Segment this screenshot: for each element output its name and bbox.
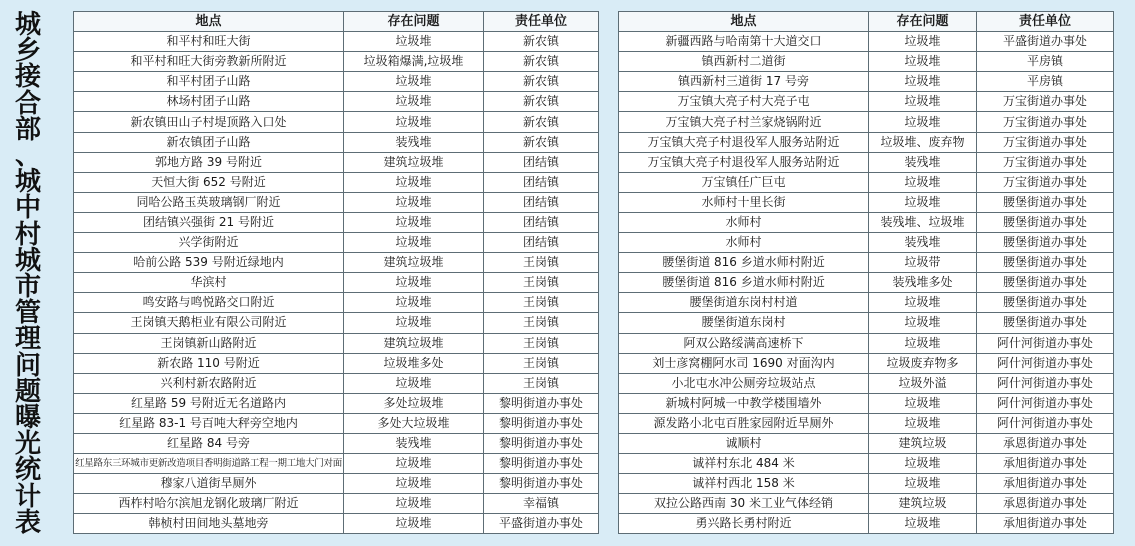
cell-responsible-unit: 万宝街道办事处 (977, 92, 1114, 112)
cell-problem: 建筑垃圾堆 (344, 253, 484, 273)
cell-responsible-unit: 万宝街道办事处 (977, 112, 1114, 132)
cell-responsible-unit: 团结镇 (484, 212, 599, 232)
cell-location: 万宝镇大亮子村大亮子屯 (619, 92, 869, 112)
cell-problem: 垃圾堆 (344, 293, 484, 313)
cell-location: 刘士彦窝棚阿水司 1690 对面沟内 (619, 353, 869, 373)
cell-problem: 垃圾堆 (869, 172, 977, 192)
cell-location: 同哈公路玉英玻璃钢厂附近 (74, 192, 344, 212)
cell-responsible-unit: 平盛街道办事处 (484, 514, 599, 534)
cell-location: 源发路小北屯百胜家园附近旱厕外 (619, 413, 869, 433)
cell-responsible-unit: 腰堡街道办事处 (977, 293, 1114, 313)
cell-location: 和平村团子山路 (74, 72, 344, 92)
cell-problem: 垃圾废弃物多 (869, 353, 977, 373)
table-row (619, 172, 1114, 192)
cell-responsible-unit: 团结镇 (484, 192, 599, 212)
cell-location: 诚祥村东北 484 米 (619, 454, 869, 474)
cell-problem: 垃圾箱爆满,垃圾堆 (344, 52, 484, 72)
table-row (74, 433, 599, 453)
cell-problem: 垃圾堆 (869, 393, 977, 413)
title-char: 理 (14, 324, 41, 355)
title-char: 曝 (14, 403, 41, 434)
cell-location: 和平村和旺大街旁教新所附近 (74, 52, 344, 72)
title-char: 合 (14, 88, 41, 119)
cell-responsible-unit: 新农镇 (484, 112, 599, 132)
table-row (619, 353, 1114, 373)
cell-responsible-unit: 团结镇 (484, 172, 599, 192)
cell-responsible-unit: 承旭街道办事处 (977, 474, 1114, 494)
cell-location: 郭地方路 39 号附近 (74, 152, 344, 172)
table-row (619, 32, 1114, 52)
cell-responsible-unit: 王岗镇 (484, 333, 599, 353)
cell-problem: 装残堆 (869, 152, 977, 172)
cell-location: 和平村和旺大街 (74, 32, 344, 52)
table-row (74, 514, 599, 534)
cell-location: 万宝镇大亮子村退役军人服务站附近 (619, 152, 869, 172)
cell-location: 鸣安路与鸣悦路交口附近 (74, 293, 344, 313)
cell-responsible-unit: 新农镇 (484, 92, 599, 112)
cell-problem: 建筑垃圾堆 (344, 152, 484, 172)
table-row (619, 233, 1114, 253)
table-row (619, 112, 1114, 132)
cell-responsible-unit: 王岗镇 (484, 273, 599, 293)
cell-problem: 装残堆多处 (869, 273, 977, 293)
cell-problem: 垃圾堆 (344, 233, 484, 253)
table-row (619, 313, 1114, 333)
cell-problem: 装残堆 (869, 233, 977, 253)
cell-location: 西柞村哈尔滨旭龙钢化玻璃厂附近 (74, 494, 344, 514)
cell-problem: 垃圾堆 (344, 373, 484, 393)
table-row (619, 92, 1114, 112)
cell-responsible-unit: 阿什河街道办事处 (977, 333, 1114, 353)
cell-responsible-unit: 新农镇 (484, 72, 599, 92)
cell-problem: 装残堆、垃圾堆 (869, 212, 977, 232)
cell-location: 新农镇田山子村堤顶路入口处 (74, 112, 344, 132)
header-responsible-unit: 责任单位 (977, 12, 1114, 32)
cell-problem: 垃圾堆 (869, 92, 977, 112)
cell-responsible-unit: 王岗镇 (484, 253, 599, 273)
cell-location: 镇西新村三道街 17 号旁 (619, 72, 869, 92)
cell-responsible-unit: 阿什河街道办事处 (977, 373, 1114, 393)
table-row (74, 474, 599, 494)
cell-responsible-unit: 承恩街道办事处 (977, 433, 1114, 453)
cell-problem: 垃圾堆 (344, 172, 484, 192)
cell-location: 哈前公路 539 号附近绿地内 (74, 253, 344, 273)
table-row (619, 192, 1114, 212)
header-problem: 存在问题 (869, 12, 977, 32)
cell-problem: 垃圾堆 (344, 112, 484, 132)
cell-problem: 垃圾堆 (869, 293, 977, 313)
cell-responsible-unit: 承恩街道办事处 (977, 494, 1114, 514)
cell-responsible-unit: 阿什河街道办事处 (977, 353, 1114, 373)
cell-problem: 垃圾堆 (869, 474, 977, 494)
table-row (619, 333, 1114, 353)
table-row (74, 72, 599, 92)
cell-location: 天恒大街 652 号附近 (74, 172, 344, 192)
table-row (74, 494, 599, 514)
table-row (74, 112, 599, 132)
cell-location: 阿双公路绥满高速桥下 (619, 333, 869, 353)
title-char: 中 (14, 193, 41, 224)
title-char: 计 (14, 481, 41, 512)
cell-location: 韩桢村田间地头墓地旁 (74, 514, 344, 534)
cell-location: 腰堡街道东岗村村道 (619, 293, 869, 313)
header-location: 地点 (74, 12, 344, 32)
table-row (619, 52, 1114, 72)
title-char: 管 (14, 298, 41, 329)
cell-problem: 垃圾堆 (869, 52, 977, 72)
cell-responsible-unit: 平盛街道办事处 (977, 32, 1114, 52)
cell-responsible-unit: 新农镇 (484, 52, 599, 72)
cell-problem: 垃圾带 (869, 253, 977, 273)
table-row (619, 454, 1114, 474)
table-row (619, 373, 1114, 393)
cell-responsible-unit: 腰堡街道办事处 (977, 313, 1114, 333)
title-char: 、 (14, 141, 41, 172)
table-row (74, 52, 599, 72)
cell-problem: 垃圾堆 (869, 32, 977, 52)
cell-problem: 垃圾堆 (869, 413, 977, 433)
title-char: 村 (14, 219, 41, 250)
cell-problem: 垃圾堆 (869, 313, 977, 333)
table-row (74, 393, 599, 413)
cell-location: 林场村团子山路 (74, 92, 344, 112)
cell-responsible-unit: 腰堡街道办事处 (977, 212, 1114, 232)
table-row (74, 32, 599, 52)
table-row (74, 313, 599, 333)
table-row (74, 454, 599, 474)
cell-location: 水师村十里长街 (619, 192, 869, 212)
title-char: 接 (14, 62, 41, 93)
title-char: 表 (14, 507, 41, 538)
cell-problem: 垃圾堆 (344, 32, 484, 52)
cell-responsible-unit: 新农镇 (484, 32, 599, 52)
cell-problem: 垃圾堆 (344, 494, 484, 514)
cell-location: 万宝镇任广巨屯 (619, 172, 869, 192)
cell-responsible-unit: 腰堡街道办事处 (977, 233, 1114, 253)
cell-problem: 多处大垃圾堆 (344, 413, 484, 433)
table-row (74, 333, 599, 353)
cell-problem: 垃圾堆 (869, 454, 977, 474)
cell-location: 万宝镇大亮子村退役军人服务站附近 (619, 132, 869, 152)
table-row (74, 413, 599, 433)
cell-responsible-unit: 腰堡街道办事处 (977, 253, 1114, 273)
cell-location: 小北屯水冲公厕旁垃圾站点 (619, 373, 869, 393)
table-row (619, 293, 1114, 313)
cell-location: 新农镇团子山路 (74, 132, 344, 152)
cell-responsible-unit: 万宝街道办事处 (977, 152, 1114, 172)
cell-location: 团结镇兴强街 21 号附近 (74, 212, 344, 232)
table-row (619, 413, 1114, 433)
cell-responsible-unit: 黎明街道办事处 (484, 454, 599, 474)
cell-problem: 垃圾堆 (344, 212, 484, 232)
cell-responsible-unit: 团结镇 (484, 152, 599, 172)
table-row (74, 373, 599, 393)
cell-problem: 垃圾外溢 (869, 373, 977, 393)
cell-location: 新城村阿城一中教学楼围墙外 (619, 393, 869, 413)
cell-problem: 垃圾堆 (869, 112, 977, 132)
title-char: 城 (14, 245, 41, 276)
cell-location: 诚顺村 (619, 433, 869, 453)
cell-location: 红星路 84 号旁 (74, 433, 344, 453)
cell-problem: 垃圾堆 (344, 454, 484, 474)
cell-problem: 装残堆 (344, 132, 484, 152)
table-row (74, 353, 599, 373)
table-row (74, 233, 599, 253)
table-header-row (74, 12, 599, 32)
table-row (74, 212, 599, 232)
table-row (619, 253, 1114, 273)
vertical-page-title (8, 12, 48, 536)
cell-responsible-unit: 阿什河街道办事处 (977, 413, 1114, 433)
cell-responsible-unit: 团结镇 (484, 233, 599, 253)
cell-responsible-unit: 腰堡街道办事处 (977, 192, 1114, 212)
cell-problem: 建筑垃圾 (869, 494, 977, 514)
cell-responsible-unit: 平房镇 (977, 52, 1114, 72)
header-responsible-unit: 责任单位 (484, 12, 599, 32)
cell-responsible-unit: 承旭街道办事处 (977, 454, 1114, 474)
table-row (74, 132, 599, 152)
cell-responsible-unit: 黎明街道办事处 (484, 413, 599, 433)
cell-responsible-unit: 黎明街道办事处 (484, 474, 599, 494)
table-row (619, 132, 1114, 152)
table-row (619, 514, 1114, 534)
cell-problem: 垃圾堆 (869, 333, 977, 353)
exposure-table-right (618, 11, 1114, 534)
table-row (74, 273, 599, 293)
table-row (619, 393, 1114, 413)
cell-responsible-unit: 新农镇 (484, 132, 599, 152)
cell-location: 诚祥村西北 158 米 (619, 474, 869, 494)
header-location: 地点 (619, 12, 869, 32)
cell-problem: 垃圾堆 (344, 92, 484, 112)
cell-responsible-unit: 王岗镇 (484, 313, 599, 333)
cell-problem: 垃圾堆、废弃物 (869, 132, 977, 152)
table-row (619, 494, 1114, 514)
cell-responsible-unit: 平房镇 (977, 72, 1114, 92)
table-row (619, 212, 1114, 232)
cell-location: 新农路 110 号附近 (74, 353, 344, 373)
cell-location: 万宝镇大亮子村兰家烧锅附近 (619, 112, 869, 132)
cell-problem: 建筑垃圾堆 (344, 333, 484, 353)
cell-location: 王岗镇天鹅柜业有限公司附近 (74, 313, 344, 333)
cell-problem: 垃圾堆 (869, 72, 977, 92)
cell-location: 红星路东三环城市更新改造项目香明街道路工程一期工地大门对面 (74, 454, 344, 474)
title-char: 市 (14, 272, 41, 303)
table-row (74, 92, 599, 112)
table-row (619, 474, 1114, 494)
table-row (74, 152, 599, 172)
title-char: 问 (14, 350, 41, 381)
table-row (74, 253, 599, 273)
exposure-table-left (73, 11, 599, 534)
cell-location: 兴学街附近 (74, 233, 344, 253)
title-char: 城 (14, 10, 41, 40)
cell-problem: 建筑垃圾 (869, 433, 977, 453)
cell-location: 腰堡街道 816 乡道水师村附近 (619, 273, 869, 293)
cell-problem: 垃圾堆多处 (344, 353, 484, 373)
cell-responsible-unit: 万宝街道办事处 (977, 132, 1114, 152)
table-row (74, 293, 599, 313)
title-char: 统 (14, 455, 41, 486)
title-char: 光 (14, 429, 41, 460)
table-row (619, 152, 1114, 172)
cell-location: 红星路 83-1 号百吨大秤旁空地内 (74, 413, 344, 433)
cell-responsible-unit: 黎明街道办事处 (484, 393, 599, 413)
cell-problem: 垃圾堆 (869, 192, 977, 212)
cell-problem: 垃圾堆 (344, 72, 484, 92)
cell-location: 兴利村新农路附近 (74, 373, 344, 393)
cell-location: 镇西新村二道街 (619, 52, 869, 72)
cell-responsible-unit: 承旭街道办事处 (977, 514, 1114, 534)
table-row (619, 72, 1114, 92)
cell-responsible-unit: 王岗镇 (484, 353, 599, 373)
table-row (74, 192, 599, 212)
cell-problem: 装残堆 (344, 433, 484, 453)
cell-problem: 垃圾堆 (344, 313, 484, 333)
title-char: 题 (14, 376, 41, 407)
cell-location: 水师村 (619, 233, 869, 253)
cell-responsible-unit: 王岗镇 (484, 293, 599, 313)
cell-location: 华滨村 (74, 273, 344, 293)
cell-location: 穆家八道街旱厕外 (74, 474, 344, 494)
cell-location: 王岗镇新山路附近 (74, 333, 344, 353)
cell-location: 红星路 59 号附近无名道路内 (74, 393, 344, 413)
cell-responsible-unit: 阿什河街道办事处 (977, 393, 1114, 413)
table-row (619, 273, 1114, 293)
table-row (74, 172, 599, 192)
table-row (619, 433, 1114, 453)
title-char: 城 (14, 167, 41, 198)
cell-problem: 垃圾堆 (344, 192, 484, 212)
cell-location: 水师村 (619, 212, 869, 232)
table-header-row (619, 12, 1114, 32)
cell-problem: 垃圾堆 (344, 474, 484, 494)
title-char: 乡 (14, 36, 41, 67)
cell-location: 腰堡街道东岗村 (619, 313, 869, 333)
cell-problem: 垃圾堆 (344, 273, 484, 293)
cell-problem: 垃圾堆 (869, 514, 977, 534)
cell-location: 双拉公路西南 30 米工业气体经销 (619, 494, 869, 514)
title-char: 部 (14, 114, 41, 145)
cell-problem: 多处垃圾堆 (344, 393, 484, 413)
cell-responsible-unit: 腰堡街道办事处 (977, 273, 1114, 293)
header-problem: 存在问题 (344, 12, 484, 32)
cell-location: 新疆西路与哈南第十大道交口 (619, 32, 869, 52)
cell-location: 勇兴路长勇村附近 (619, 514, 869, 534)
cell-responsible-unit: 幸福镇 (484, 494, 599, 514)
cell-location: 腰堡街道 816 乡道水师村附近 (619, 253, 869, 273)
cell-responsible-unit: 黎明街道办事处 (484, 433, 599, 453)
cell-problem: 垃圾堆 (344, 514, 484, 534)
cell-responsible-unit: 王岗镇 (484, 373, 599, 393)
cell-responsible-unit: 万宝街道办事处 (977, 172, 1114, 192)
